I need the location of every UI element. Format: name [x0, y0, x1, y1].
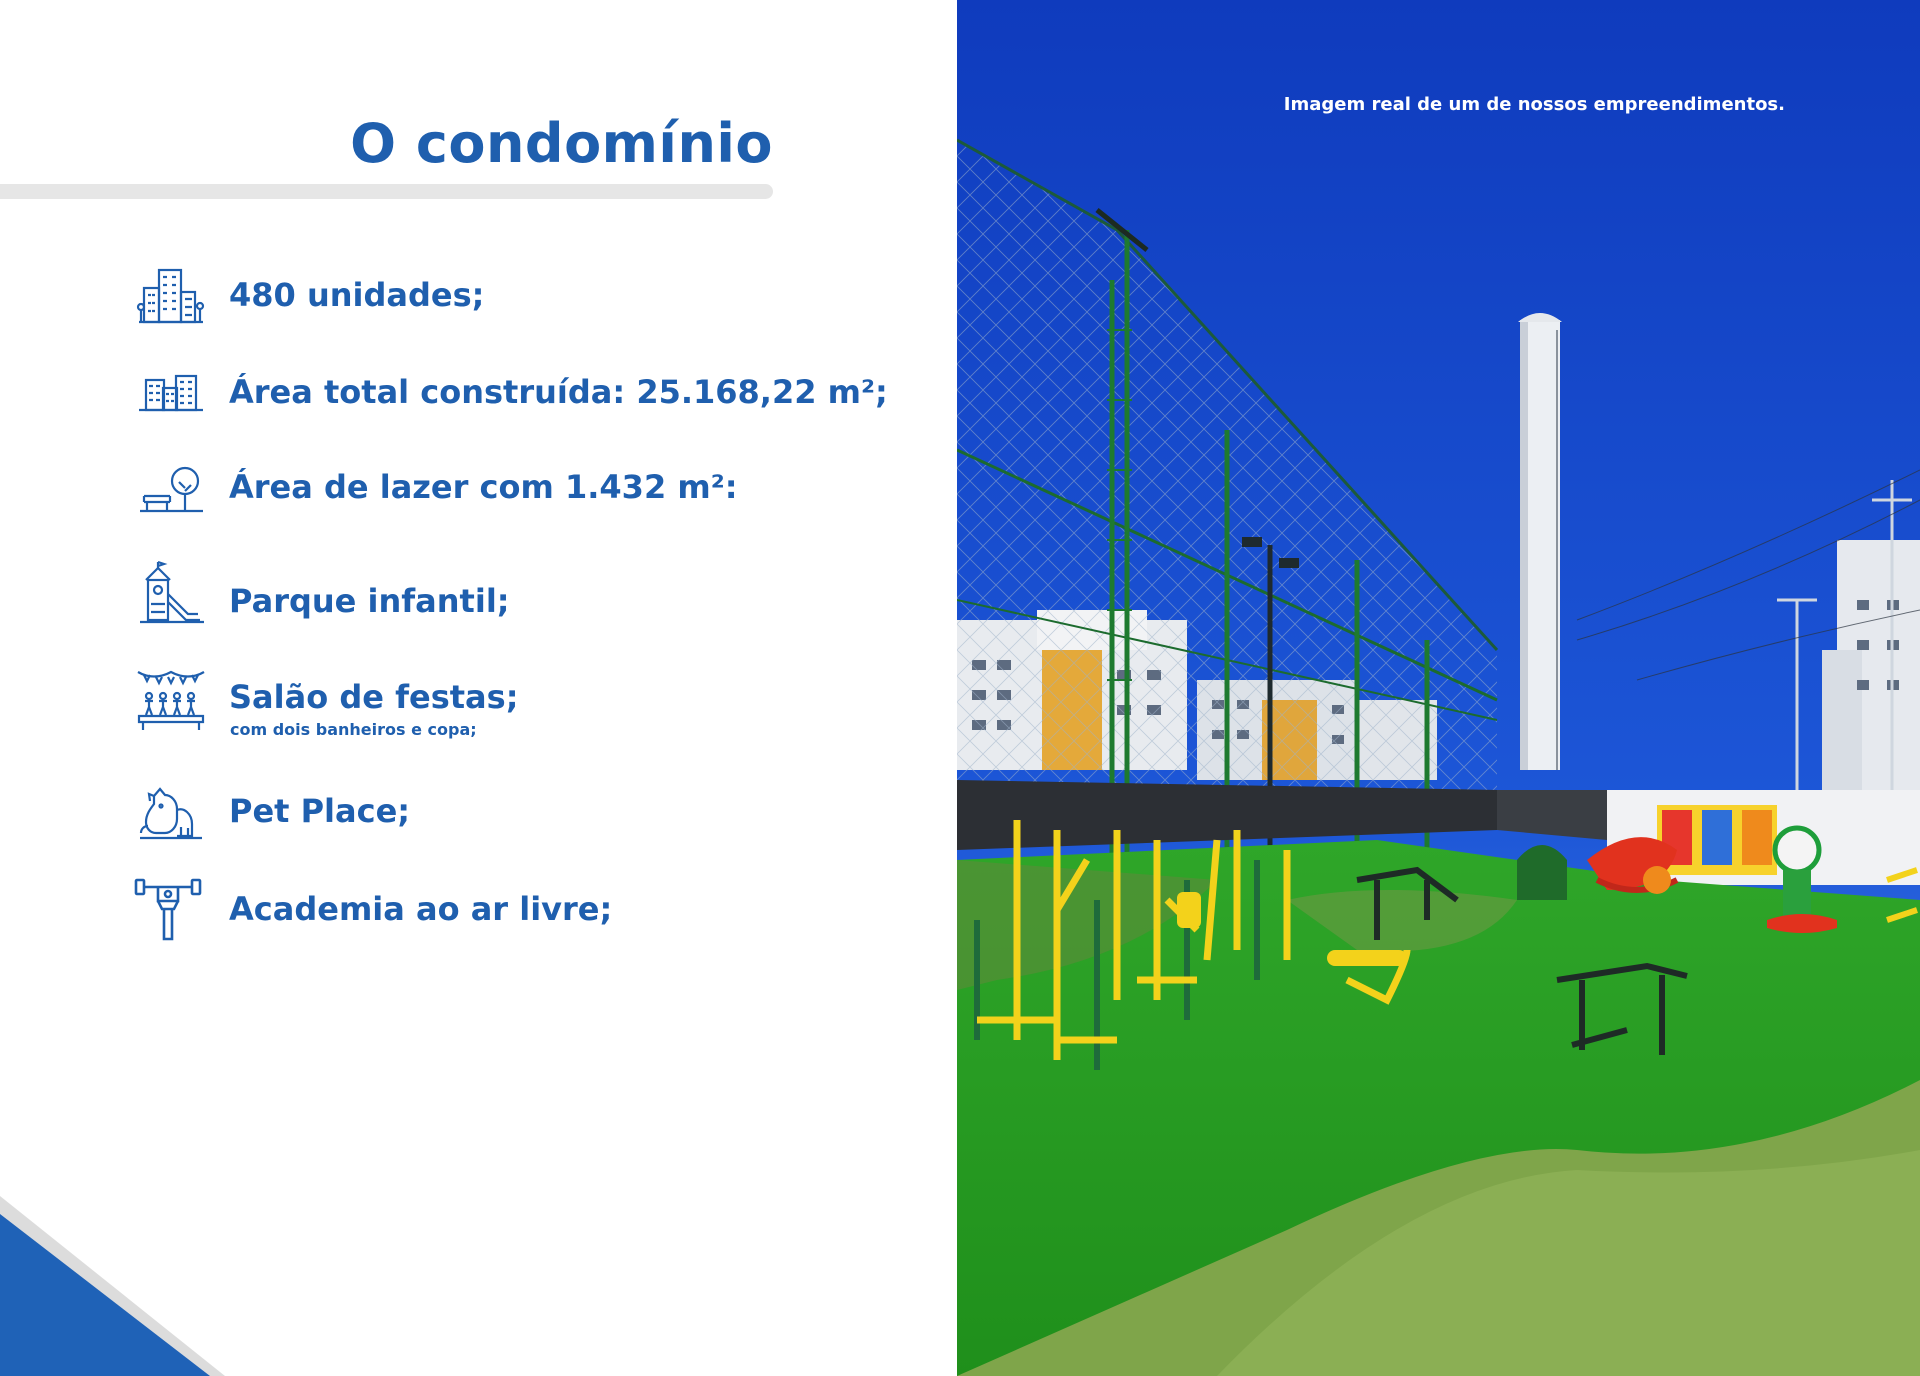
feature-playground: [0, 560, 957, 640]
page-title: O condomínio: [350, 112, 773, 175]
feature-units: [0, 262, 957, 342]
feature-outdoor-gym: [0, 876, 957, 956]
playground-slide-icon: [136, 560, 206, 630]
outdoor-gym-icon: [134, 876, 204, 946]
feature-label: 480 unidades;: [229, 276, 485, 314]
left-panel: [0, 0, 957, 1376]
feature-built-area: [0, 358, 957, 438]
corner-decoration: [0, 1136, 240, 1376]
condominium-photo: [957, 0, 1920, 1376]
feature-party-hall: [0, 668, 957, 752]
feature-label: Área total construída: 25.168,22 m²;: [229, 373, 888, 411]
feature-label: Academia ao ar livre;: [229, 890, 613, 928]
water-tower: [1518, 313, 1562, 770]
pet-dog-cat-icon: [136, 780, 206, 850]
feature-leisure-area: [0, 454, 957, 534]
title-underline: [0, 184, 773, 199]
leisure-bench-tree-icon: [136, 454, 206, 524]
party-hall-icon: [136, 668, 206, 738]
photo-caption: Imagem real de um de nossos empreendimentos.: [1283, 94, 1785, 115]
feature-label: Salão de festas;: [229, 678, 519, 716]
feature-label: Parque infantil;: [229, 582, 510, 620]
feature-label: Área de lazer com 1.432 m²:: [229, 468, 738, 506]
feature-label: Pet Place;: [229, 792, 411, 830]
buildings-icon: [136, 358, 206, 428]
feature-pet-place: [0, 780, 957, 860]
feature-note: com dois banheiros e copa;: [230, 720, 477, 739]
building-icon: [136, 262, 206, 332]
leisure-area-photo: [957, 0, 1920, 1376]
